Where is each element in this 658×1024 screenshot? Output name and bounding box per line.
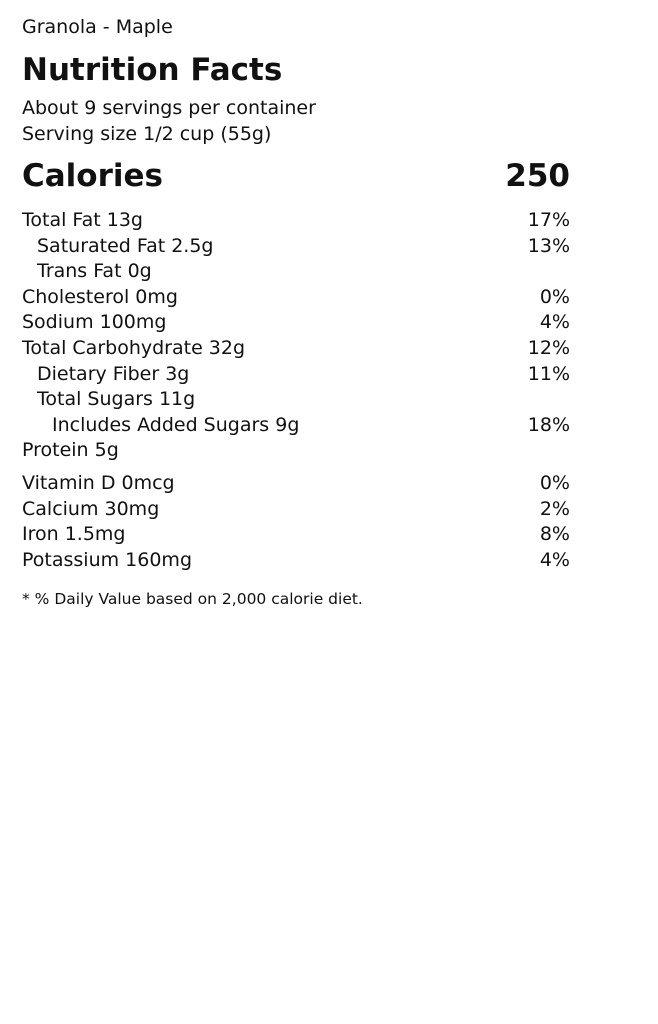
nutrient-row-total-sugars [22,387,570,413]
nutrient-daily-value: 18% [527,413,570,436]
nutrient-row-dietary-fiber [22,362,570,388]
vitamin-row-iron [22,522,570,548]
nutrient-name: Total Fat 13g [22,209,143,231]
nutrient-name: Total Carbohydrate 32g [22,336,246,359]
label-title: Nutrition Facts [22,52,283,88]
vitamin-list [22,471,570,573]
nutrient-row-saturated-fat [22,234,570,260]
nutrient-name: Protein 5g [22,439,119,462]
nutrient-row-cholesterol [22,285,570,311]
vitamin-daily-value: 4% [539,548,570,571]
nutrient-name: Saturated Fat 2.5g [37,234,214,257]
vitamin-daily-value: 0% [539,472,570,494]
nutrient-daily-value: 12% [527,336,570,359]
product-name: Granola - Maple [22,16,173,38]
serving-size: Serving size 1/2 cup (55g) [22,123,272,145]
vitamin-row-calcium [22,497,570,523]
vitamin-daily-value: 8% [539,523,570,546]
servings-per-container: About 9 servings per container [22,97,316,119]
calories-label: Calories [22,158,163,194]
vitamin-name: Potassium 160mg [22,548,192,571]
nutrient-daily-value: 13% [527,234,570,257]
vitamin-name: Vitamin D 0mcg [22,472,175,494]
nutrient-name: Total Sugars 11g [37,388,196,411]
nutrient-row-total-carbohydrate [22,336,570,362]
nutrient-row-total-fat [22,208,570,234]
calories-value: 250 [505,158,570,194]
nutrient-daily-value: 11% [527,362,570,385]
nutrient-name: Includes Added Sugars 9g [52,413,300,436]
vitamin-daily-value: 2% [539,497,570,520]
vitamin-name: Iron 1.5mg [22,523,126,546]
nutrient-daily-value: 4% [539,311,570,334]
nutrient-row-trans-fat [22,259,570,285]
nutrient-row-added-sugars [22,413,570,439]
nutrient-daily-value: 17% [527,209,570,231]
nutrient-name: Sodium 100mg [22,311,167,334]
nutrient-name: Cholesterol 0mg [22,285,178,308]
nutrient-row-sodium [22,310,570,336]
daily-value-footnote: * % Daily Value based on 2,000 calorie diet. [22,590,363,608]
vitamin-row-potassium [22,548,570,574]
nutrient-row-protein [22,438,570,464]
vitamin-row-vitamin-d [22,471,570,497]
calories-row [22,155,570,197]
nutrient-name: Trans Fat 0g [37,260,152,283]
nutrient-daily-value: 0% [539,285,570,308]
nutrient-name: Dietary Fiber 3g [37,362,190,385]
nutrient-list [22,208,570,464]
vitamin-name: Calcium 30mg [22,497,160,520]
